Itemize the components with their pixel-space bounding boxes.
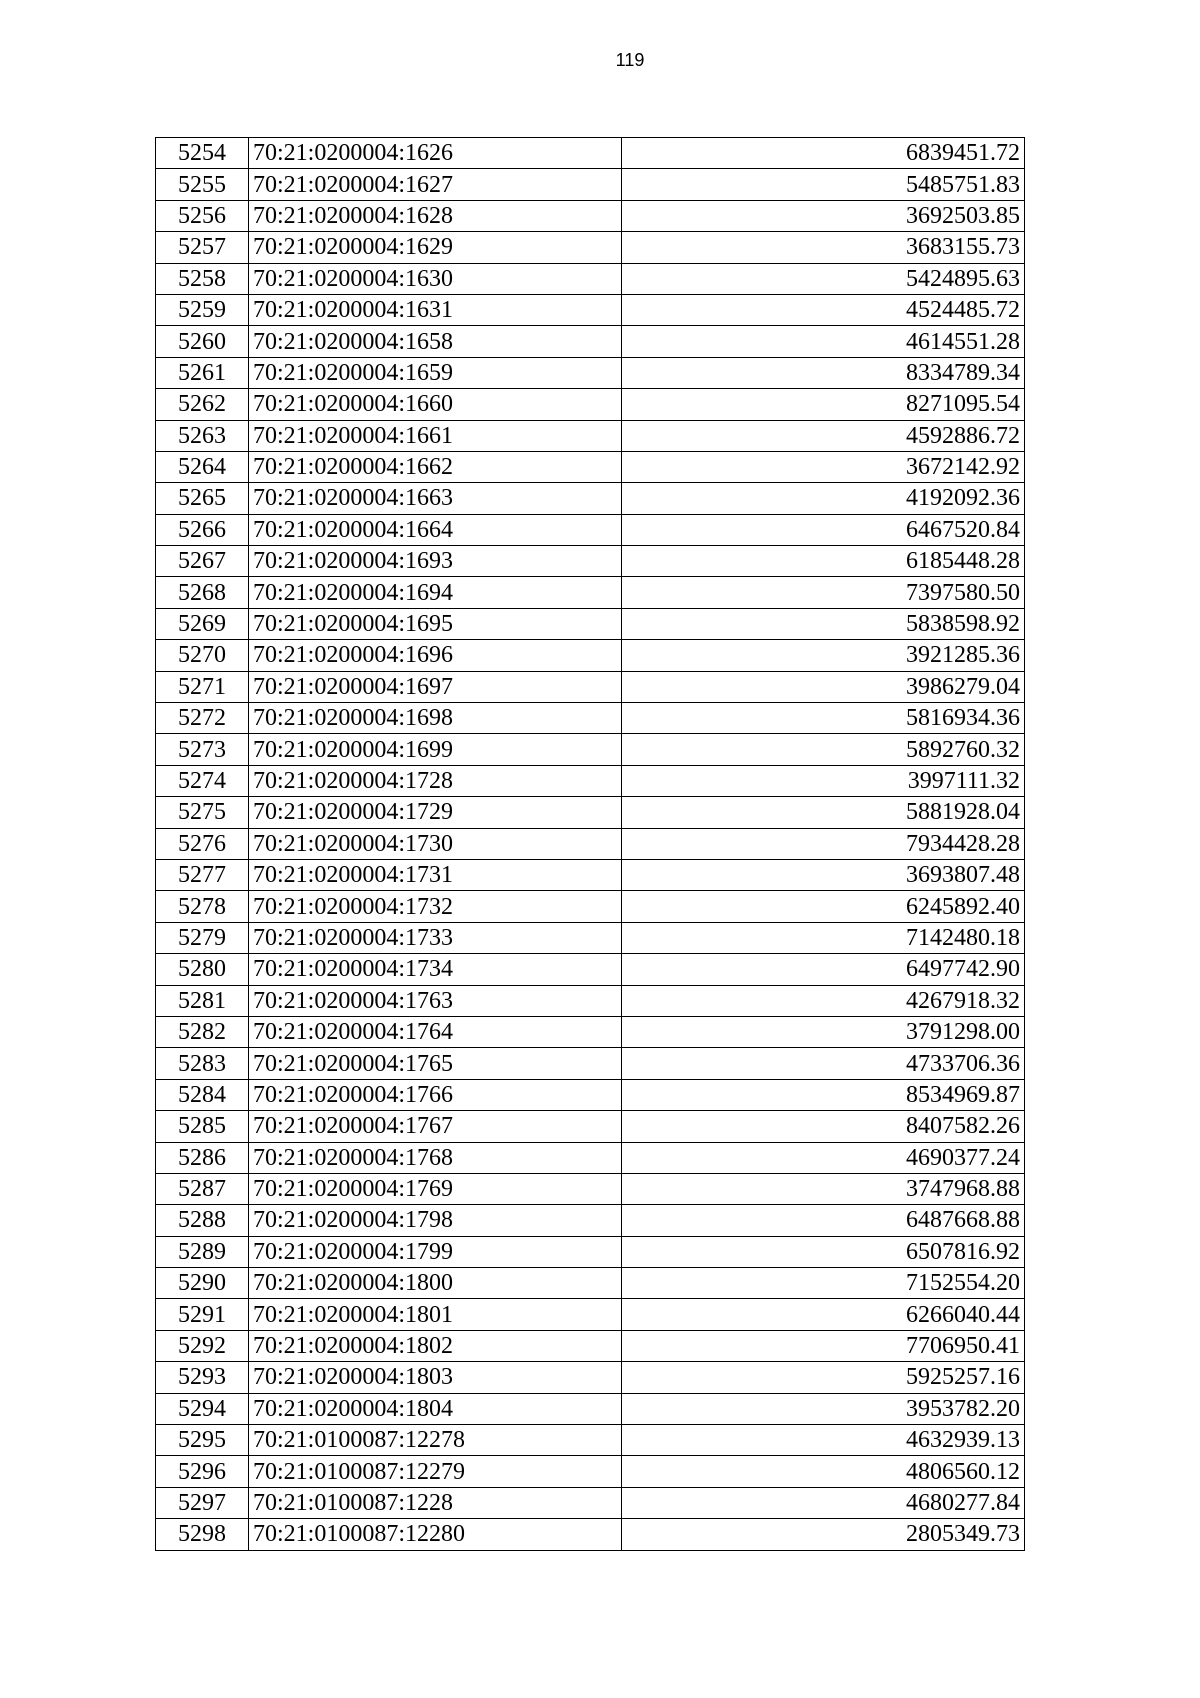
cadastral-value-cell: 6185448.28 — [622, 546, 1025, 577]
cadastral-number-cell: 70:21:0200004:1763 — [249, 985, 622, 1016]
table-row — [156, 1299, 1025, 1330]
row-number-cell: 5273 — [156, 734, 249, 765]
row-number-cell: 5274 — [156, 765, 249, 796]
table-row — [156, 294, 1025, 325]
row-number-cell: 5275 — [156, 797, 249, 828]
cadastral-value-cell: 6266040.44 — [622, 1299, 1025, 1330]
cadastral-number-cell: 70:21:0200004:1764 — [249, 1016, 622, 1047]
cadastral-number-cell: 70:21:0200004:1658 — [249, 326, 622, 357]
table-row — [156, 389, 1025, 420]
table-row — [156, 577, 1025, 608]
cadastral-number-cell: 70:21:0200004:1801 — [249, 1299, 622, 1330]
cadastral-number-cell: 70:21:0200004:1803 — [249, 1362, 622, 1393]
row-number-cell: 5267 — [156, 546, 249, 577]
cadastral-value-cell: 4614551.28 — [622, 326, 1025, 357]
cadastral-value-cell: 4524485.72 — [622, 294, 1025, 325]
row-number-cell: 5287 — [156, 1173, 249, 1204]
cadastral-value-cell: 3953782.20 — [622, 1393, 1025, 1424]
cadastral-number-cell: 70:21:0200004:1798 — [249, 1205, 622, 1236]
cadastral-value-cell: 4733706.36 — [622, 1048, 1025, 1079]
page-number: 119 — [615, 50, 645, 70]
cadastral-number-cell: 70:21:0200004:1732 — [249, 891, 622, 922]
table-row — [156, 1205, 1025, 1236]
cadastral-number-cell: 70:21:0100087:12279 — [249, 1456, 622, 1487]
row-number-cell: 5289 — [156, 1236, 249, 1267]
cadastral-value-cell: 5838598.92 — [622, 608, 1025, 639]
cadastral-number-cell: 70:21:0200004:1731 — [249, 859, 622, 890]
cadastral-value-cell: 8271095.54 — [622, 389, 1025, 420]
cadastral-value-cell: 8334789.34 — [622, 357, 1025, 388]
cadastral-number-cell: 70:21:0100087:12280 — [249, 1519, 622, 1550]
table-row — [156, 326, 1025, 357]
table-row — [156, 671, 1025, 702]
table-row — [156, 138, 1025, 169]
table-row — [156, 1016, 1025, 1047]
cadastral-number-cell: 70:21:0200004:1734 — [249, 954, 622, 985]
row-number-cell: 5272 — [156, 703, 249, 734]
row-number-cell: 5257 — [156, 232, 249, 263]
cadastral-number-cell: 70:21:0200004:1693 — [249, 546, 622, 577]
cadastral-value-cell: 4690377.24 — [622, 1142, 1025, 1173]
cadastral-value-cell: 7397580.50 — [622, 577, 1025, 608]
cadastral-value-cell: 6507816.92 — [622, 1236, 1025, 1267]
cadastral-number-cell: 70:21:0200004:1800 — [249, 1268, 622, 1299]
table-row — [156, 954, 1025, 985]
row-number-cell: 5258 — [156, 263, 249, 294]
cadastral-number-cell: 70:21:0200004:1730 — [249, 828, 622, 859]
table-row — [156, 1519, 1025, 1550]
table-row — [156, 420, 1025, 451]
row-number-cell: 5265 — [156, 483, 249, 514]
table-row — [156, 263, 1025, 294]
row-number-cell: 5288 — [156, 1205, 249, 1236]
cadastral-value-cell: 7934428.28 — [622, 828, 1025, 859]
cadastral-number-cell: 70:21:0200004:1629 — [249, 232, 622, 263]
cadastral-number-cell: 70:21:0200004:1768 — [249, 1142, 622, 1173]
cadastral-number-cell: 70:21:0200004:1802 — [249, 1330, 622, 1361]
row-number-cell: 5259 — [156, 294, 249, 325]
cadastral-number-cell: 70:21:0200004:1631 — [249, 294, 622, 325]
cadastral-number-cell: 70:21:0200004:1628 — [249, 200, 622, 231]
cadastral-number-cell: 70:21:0200004:1769 — [249, 1173, 622, 1204]
cadastral-value-cell: 4680277.84 — [622, 1487, 1025, 1518]
table-row — [156, 1393, 1025, 1424]
table-row — [156, 357, 1025, 388]
cadastral-number-cell: 70:21:0100087:12278 — [249, 1425, 622, 1456]
table-row — [156, 514, 1025, 545]
row-number-cell: 5278 — [156, 891, 249, 922]
cadastral-value-cell: 3997111.32 — [622, 765, 1025, 796]
table-row — [156, 859, 1025, 890]
cadastral-number-cell: 70:21:0200004:1765 — [249, 1048, 622, 1079]
table-row — [156, 483, 1025, 514]
row-number-cell: 5281 — [156, 985, 249, 1016]
row-number-cell: 5280 — [156, 954, 249, 985]
row-number-cell: 5297 — [156, 1487, 249, 1518]
cadastral-value-cell: 6839451.72 — [622, 138, 1025, 169]
table-row — [156, 608, 1025, 639]
cadastral-number-cell: 70:21:0200004:1627 — [249, 169, 622, 200]
cadastral-value-cell: 3683155.73 — [622, 232, 1025, 263]
table-row — [156, 546, 1025, 577]
table-row — [156, 1079, 1025, 1110]
row-number-cell: 5269 — [156, 608, 249, 639]
row-number-cell: 5284 — [156, 1079, 249, 1110]
row-number-cell: 5263 — [156, 420, 249, 451]
cadastral-value-cell: 6245892.40 — [622, 891, 1025, 922]
table-body — [156, 138, 1025, 1551]
cadastral-number-cell: 70:21:0200004:1664 — [249, 514, 622, 545]
table-row — [156, 169, 1025, 200]
table-row — [156, 765, 1025, 796]
table-row — [156, 734, 1025, 765]
row-number-cell: 5261 — [156, 357, 249, 388]
cadastral-value-cell: 3921285.36 — [622, 640, 1025, 671]
table-row — [156, 200, 1025, 231]
row-number-cell: 5285 — [156, 1111, 249, 1142]
row-number-cell: 5254 — [156, 138, 249, 169]
cadastral-value-cell: 5485751.83 — [622, 169, 1025, 200]
cadastral-value-table — [155, 137, 1025, 1551]
cadastral-value-cell: 6497742.90 — [622, 954, 1025, 985]
row-number-cell: 5270 — [156, 640, 249, 671]
table-row — [156, 891, 1025, 922]
cadastral-number-cell: 70:21:0200004:1728 — [249, 765, 622, 796]
table-row — [156, 1048, 1025, 1079]
cadastral-value-cell: 5892760.32 — [622, 734, 1025, 765]
cadastral-value-cell: 8534969.87 — [622, 1079, 1025, 1110]
cadastral-number-cell: 70:21:0200004:1804 — [249, 1393, 622, 1424]
table-row — [156, 1456, 1025, 1487]
row-number-cell: 5255 — [156, 169, 249, 200]
cadastral-value-cell: 3692503.85 — [622, 200, 1025, 231]
cadastral-number-cell: 70:21:0200004:1626 — [249, 138, 622, 169]
row-number-cell: 5264 — [156, 451, 249, 482]
table-row — [156, 828, 1025, 859]
cadastral-number-cell: 70:21:0200004:1697 — [249, 671, 622, 702]
table-row — [156, 1330, 1025, 1361]
cadastral-value-cell: 3693807.48 — [622, 859, 1025, 890]
row-number-cell: 5292 — [156, 1330, 249, 1361]
row-number-cell: 5271 — [156, 671, 249, 702]
cadastral-value-cell: 6487668.88 — [622, 1205, 1025, 1236]
row-number-cell: 5276 — [156, 828, 249, 859]
cadastral-value-cell: 4632939.13 — [622, 1425, 1025, 1456]
row-number-cell: 5279 — [156, 922, 249, 953]
row-number-cell: 5277 — [156, 859, 249, 890]
row-number-cell: 5262 — [156, 389, 249, 420]
cadastral-value-cell: 7152554.20 — [622, 1268, 1025, 1299]
row-number-cell: 5294 — [156, 1393, 249, 1424]
table-row — [156, 640, 1025, 671]
cadastral-number-cell: 70:21:0200004:1663 — [249, 483, 622, 514]
cadastral-number-cell: 70:21:0200004:1662 — [249, 451, 622, 482]
table-row — [156, 1142, 1025, 1173]
table-row — [156, 703, 1025, 734]
cadastral-value-cell: 5881928.04 — [622, 797, 1025, 828]
cadastral-number-cell: 70:21:0200004:1698 — [249, 703, 622, 734]
cadastral-value-cell: 4806560.12 — [622, 1456, 1025, 1487]
row-number-cell: 5286 — [156, 1142, 249, 1173]
cadastral-value-cell: 5816934.36 — [622, 703, 1025, 734]
table-row — [156, 1173, 1025, 1204]
cadastral-value-cell: 8407582.26 — [622, 1111, 1025, 1142]
table-row — [156, 985, 1025, 1016]
table-row — [156, 232, 1025, 263]
cadastral-value-cell: 2805349.73 — [622, 1519, 1025, 1550]
table-row — [156, 1268, 1025, 1299]
cadastral-value-cell: 7142480.18 — [622, 922, 1025, 953]
cadastral-number-cell: 70:21:0200004:1733 — [249, 922, 622, 953]
row-number-cell: 5291 — [156, 1299, 249, 1330]
cadastral-number-cell: 70:21:0200004:1699 — [249, 734, 622, 765]
table-row — [156, 797, 1025, 828]
row-number-cell: 5295 — [156, 1425, 249, 1456]
cadastral-number-cell: 70:21:0200004:1661 — [249, 420, 622, 451]
table-row — [156, 1487, 1025, 1518]
row-number-cell: 5256 — [156, 200, 249, 231]
cadastral-number-cell: 70:21:0200004:1799 — [249, 1236, 622, 1267]
cadastral-value-cell: 5424895.63 — [622, 263, 1025, 294]
cadastral-value-cell: 3986279.04 — [622, 671, 1025, 702]
cadastral-value-cell: 7706950.41 — [622, 1330, 1025, 1361]
row-number-cell: 5283 — [156, 1048, 249, 1079]
cadastral-number-cell: 70:21:0200004:1729 — [249, 797, 622, 828]
cadastral-value-cell: 3791298.00 — [622, 1016, 1025, 1047]
cadastral-number-cell: 70:21:0200004:1660 — [249, 389, 622, 420]
row-number-cell: 5260 — [156, 326, 249, 357]
row-number-cell: 5293 — [156, 1362, 249, 1393]
cadastral-value-cell: 6467520.84 — [622, 514, 1025, 545]
row-number-cell: 5296 — [156, 1456, 249, 1487]
cadastral-value-cell: 3672142.92 — [622, 451, 1025, 482]
row-number-cell: 5266 — [156, 514, 249, 545]
table-row — [156, 922, 1025, 953]
cadastral-value-cell: 4267918.32 — [622, 985, 1025, 1016]
cadastral-number-cell: 70:21:0200004:1695 — [249, 608, 622, 639]
cadastral-number-cell: 70:21:0200004:1766 — [249, 1079, 622, 1110]
cadastral-number-cell: 70:21:0200004:1659 — [249, 357, 622, 388]
cadastral-number-cell: 70:21:0200004:1767 — [249, 1111, 622, 1142]
cadastral-number-cell: 70:21:0200004:1696 — [249, 640, 622, 671]
table-row — [156, 1236, 1025, 1267]
row-number-cell: 5282 — [156, 1016, 249, 1047]
cadastral-number-cell: 70:21:0200004:1630 — [249, 263, 622, 294]
cadastral-value-cell: 4192092.36 — [622, 483, 1025, 514]
cadastral-value-cell: 3747968.88 — [622, 1173, 1025, 1204]
table-row — [156, 1362, 1025, 1393]
cadastral-number-cell: 70:21:0100087:1228 — [249, 1487, 622, 1518]
row-number-cell: 5290 — [156, 1268, 249, 1299]
cadastral-value-cell: 5925257.16 — [622, 1362, 1025, 1393]
cadastral-value-cell: 4592886.72 — [622, 420, 1025, 451]
table-row — [156, 1111, 1025, 1142]
table-row — [156, 451, 1025, 482]
row-number-cell: 5268 — [156, 577, 249, 608]
cadastral-number-cell: 70:21:0200004:1694 — [249, 577, 622, 608]
row-number-cell: 5298 — [156, 1519, 249, 1550]
table-row — [156, 1425, 1025, 1456]
